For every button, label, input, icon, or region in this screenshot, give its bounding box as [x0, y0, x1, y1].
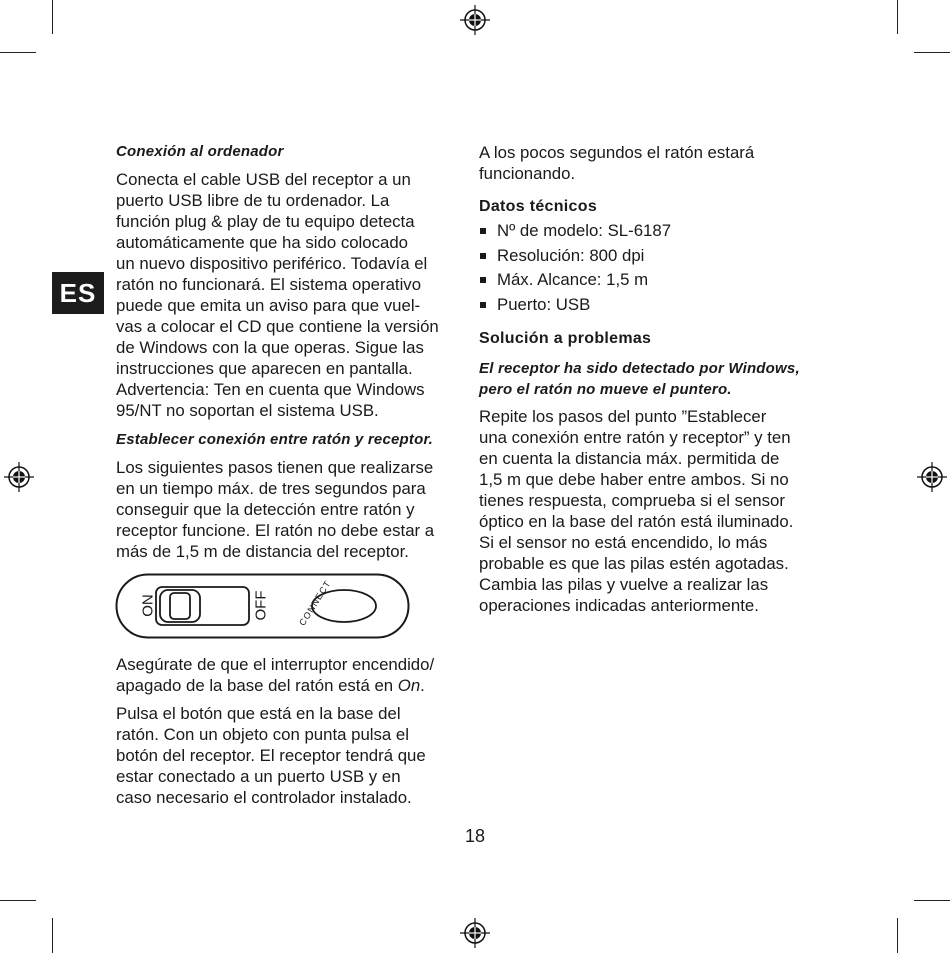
paragraph-press-button: Pulsa el botón que está en la base del ratón. Con un objeto con punta pulsa el botón del receptor. El receptor tendrá que estar conectado a un puerto USB y en caso necesario el controlador instalado. [116, 704, 426, 807]
switch-diagram [115, 573, 410, 639]
registration-mark-icon [4, 462, 34, 492]
paragraph-pairing: Los siguientes pasos tienen que realizarse en un tiempo máx. de tres segundos para conseguir que la detección entre ratón y receptor funcione. El ratón no debe estar a más de 1,5 m de distancia del receptor. [116, 458, 435, 561]
paragraph-switch-on: Asegúrate de que el interruptor encendido/ apagado de la base del ratón está en On. [116, 655, 435, 695]
registration-mark-icon [917, 462, 947, 492]
page-number: 18 [464, 826, 486, 846]
specs-heading: Datos técnicos [479, 198, 598, 215]
crop-mark [914, 900, 950, 901]
section-heading-connection: Conexión al ordenador [116, 143, 284, 160]
language-tab: ES [52, 272, 104, 314]
crop-mark [914, 52, 950, 53]
paragraph-connection: Conecta el cable USB del receptor a un puerto USB libre de tu ordenador. La función plug & play de tu equipo detecta automáticamente que ha sido colocado un nuevo dispositivo periférico. Todavía el ratón no funcionará. El sistema operativo puede que emita un aviso para que vuel- vas a colocar el CD que contiene la versión de Windows con la que operas. Sigue las instrucciones que aparecen en pantalla. Advertencia: Ten en cuenta que Windows 95/NT no soportan el sistema USB. [116, 170, 439, 420]
crop-mark [0, 900, 36, 901]
specs-list [479, 220, 829, 318]
registration-mark-icon [460, 918, 490, 948]
registration-mark-icon [460, 5, 490, 35]
troubleshooting-heading: Solución a problemas [479, 330, 652, 347]
list-item: Nº de modelo: SL-6187 [479, 220, 829, 245]
list-item: Máx. Alcance: 1,5 m [479, 269, 829, 294]
crop-mark [52, 918, 53, 953]
left-column [116, 142, 466, 562]
crop-mark [897, 918, 898, 953]
left-column-lower [116, 654, 466, 808]
connect-label: CONNECT [297, 578, 333, 628]
list-item: Puerto: USB [479, 294, 829, 319]
list-item: Resolución: 800 dpi [479, 245, 829, 270]
right-column [479, 142, 829, 616]
troubleshooting-subheading: El receptor ha sido detectado por Windows, pero el ratón no mueve el puntero. [479, 360, 800, 398]
paragraph-intro: A los pocos segundos el ratón estará funcionando. [479, 143, 755, 183]
section-heading-pairing: Establecer conexión entre ratón y receptor. [116, 431, 434, 448]
paragraph-troubleshooting: Repite los pasos del punto ”Establecer una conexión entre ratón y receptor” y ten en cuenta la distancia máx. permitida de 1,5 m que debe haber entre ambos. Si no tienes respuesta, comprueba si el sensor óptico en la base del ratón está iluminado. Si el sensor no está encendido, lo más probable es que las pilas estén agotadas. Cambia las pilas y vuelve a realizar las operaciones indicadas anteriormente. [479, 407, 794, 615]
switch-off-label: OFF [252, 590, 270, 621]
switch-on-label: ON [139, 594, 157, 617]
crop-mark [52, 0, 53, 34]
crop-mark [897, 0, 898, 34]
crop-mark [0, 52, 36, 53]
